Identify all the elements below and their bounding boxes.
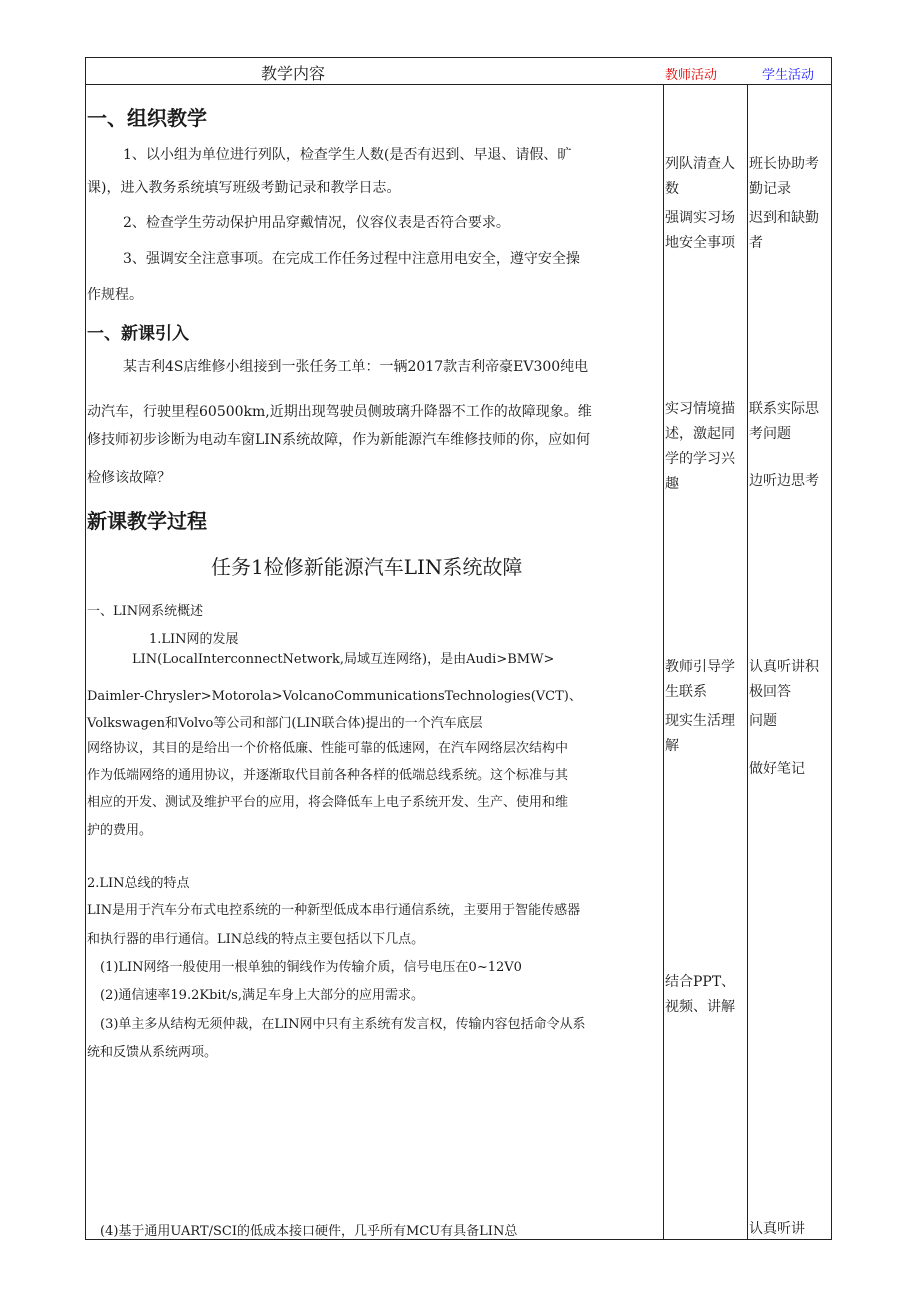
student-activity-answer: 认真听讲积极回答 [749,659,819,700]
paragraph: 动汽车，行驶里程60500km,近期出现驾驶员侧玻璃升降器不工作的故障现象。维 [87,404,592,420]
paragraph: 3、强调安全注意事项。在完成工作任务过程中注意用电安全，遵守安全操 [123,251,580,267]
paragraph: LIN(LocalInterconnectNetwork,局域互连网络)，是由Audi>BMW> [132,652,555,667]
list-item: (2)通信速率19.2Kbit/s,满足车身上大部分的应用需求。 [100,988,424,1003]
header-student-activity: 学生活动 [762,68,815,83]
student-activity-notes: 做好笔记 [749,761,805,777]
paragraph: 课)，进入教务系统填写班级考勤记录和教学日志。 [87,180,401,196]
list-item: 统和反馈从系统两项。 [87,1045,218,1060]
subheading-lin-features: 2.LIN总线的特点 [87,876,190,891]
lesson-plan-table [85,57,832,1240]
paragraph: 作规程。 [87,287,143,303]
list-item: (1)LIN网络一般使用一根单独的铜线作为传输介质，信号电压在0~12V0 [100,960,522,975]
header-content: 教学内容 [261,64,326,83]
paragraph: 护的费用。 [87,823,153,838]
teacher-activity-real-life: 现实生活理解 [665,713,735,754]
paragraph: LIN是用于汽车分布式电控系统的一种新型低成本串行通信系统，主要用于智能传感器 [87,903,581,918]
student-activity-think: 联系实际思考问题 [749,401,819,442]
list-item: (4)基于通用UART/SCI的低成本接口硬件，几乎所有MCU有具备LIN总 [100,1224,518,1239]
student-activity-listen-think: 边听边思考 [749,473,819,489]
paragraph: 相应的开发、测试及维护平台的应用，将会降低车上电子系统开发、生产、使用和维 [87,795,569,810]
paragraph: 检修该故障？ [87,470,171,486]
section-heading-organize: 一、组织教学 [87,106,207,130]
teacher-activity-attendance: 列队清查人数 [665,156,735,197]
teacher-activity-safety: 强调实习场地安全事项 [665,210,735,251]
student-activity-attendance: 班长协助考勤记录 [749,156,819,197]
subheading-lin-overview: 一、LIN网系统概述 [87,604,204,619]
task-title: 任务1检修新能源汽车LIN系统故障 [211,555,523,579]
section-heading-intro: 一、新课引入 [87,324,189,344]
paragraph: 和执行器的串行通信。LIN总线的特点主要包括以下几点。 [87,932,425,947]
paragraph: 2、检查学生劳动保护用品穿戴情况，仪容仪表是否符合要求。 [123,215,510,231]
header-teacher-activity: 教师活动 [665,68,718,83]
paragraph: 修技师初步诊断为电动车窗LIN系统故障，作为新能源汽车维修技师的你，应如何 [87,432,591,448]
student-activity-listen: 认真听讲 [749,1221,805,1237]
paragraph: Daimler-Chrysler>Motorola>VolcanoCommunicationsTechnologies(VCT)、 [87,689,582,704]
paragraph: 网络协议，其目的是给出一个价格低廉、性能可靠的低速网，在汽车网络层次结构中 [87,741,569,756]
teacher-activity-scenario: 实习情境描述，激起同学的学习兴趣 [665,401,735,492]
paragraph: Volkswagen和Volvo等公司和部门(LIN联合体)提出的一个汽车底层 [87,716,483,731]
column-divider-student [747,84,748,1240]
teacher-activity-guide: 教师引导学生联系 [665,659,735,700]
student-activity-questions: 问题 [749,713,777,729]
section-heading-process: 新课教学过程 [87,509,207,533]
header-divider [85,84,832,85]
list-item: (3)单主多从结构无须仲裁，在LIN网中只有主系统有发言权，传输内容包括命令从系 [100,1017,586,1032]
teacher-activity-ppt: 结合PPT、视频、讲解 [665,974,736,1015]
paragraph: 1、以小组为单位进行列队，检查学生人数(是否有迟到、早退、请假、旷 [123,147,572,163]
paragraph: 某吉利4S店维修小组接到一张任务工单：一辆2017款吉利帝豪EV300纯电 [123,359,589,375]
subheading-lin-development: 1.LIN网的发展 [149,632,239,647]
paragraph: 作为低端网络的通用协议，并逐渐取代目前各种各样的低端总线系统。这个标准与其 [87,768,569,783]
student-activity-late: 迟到和缺勤者 [749,210,819,251]
column-divider-teacher [663,84,664,1240]
